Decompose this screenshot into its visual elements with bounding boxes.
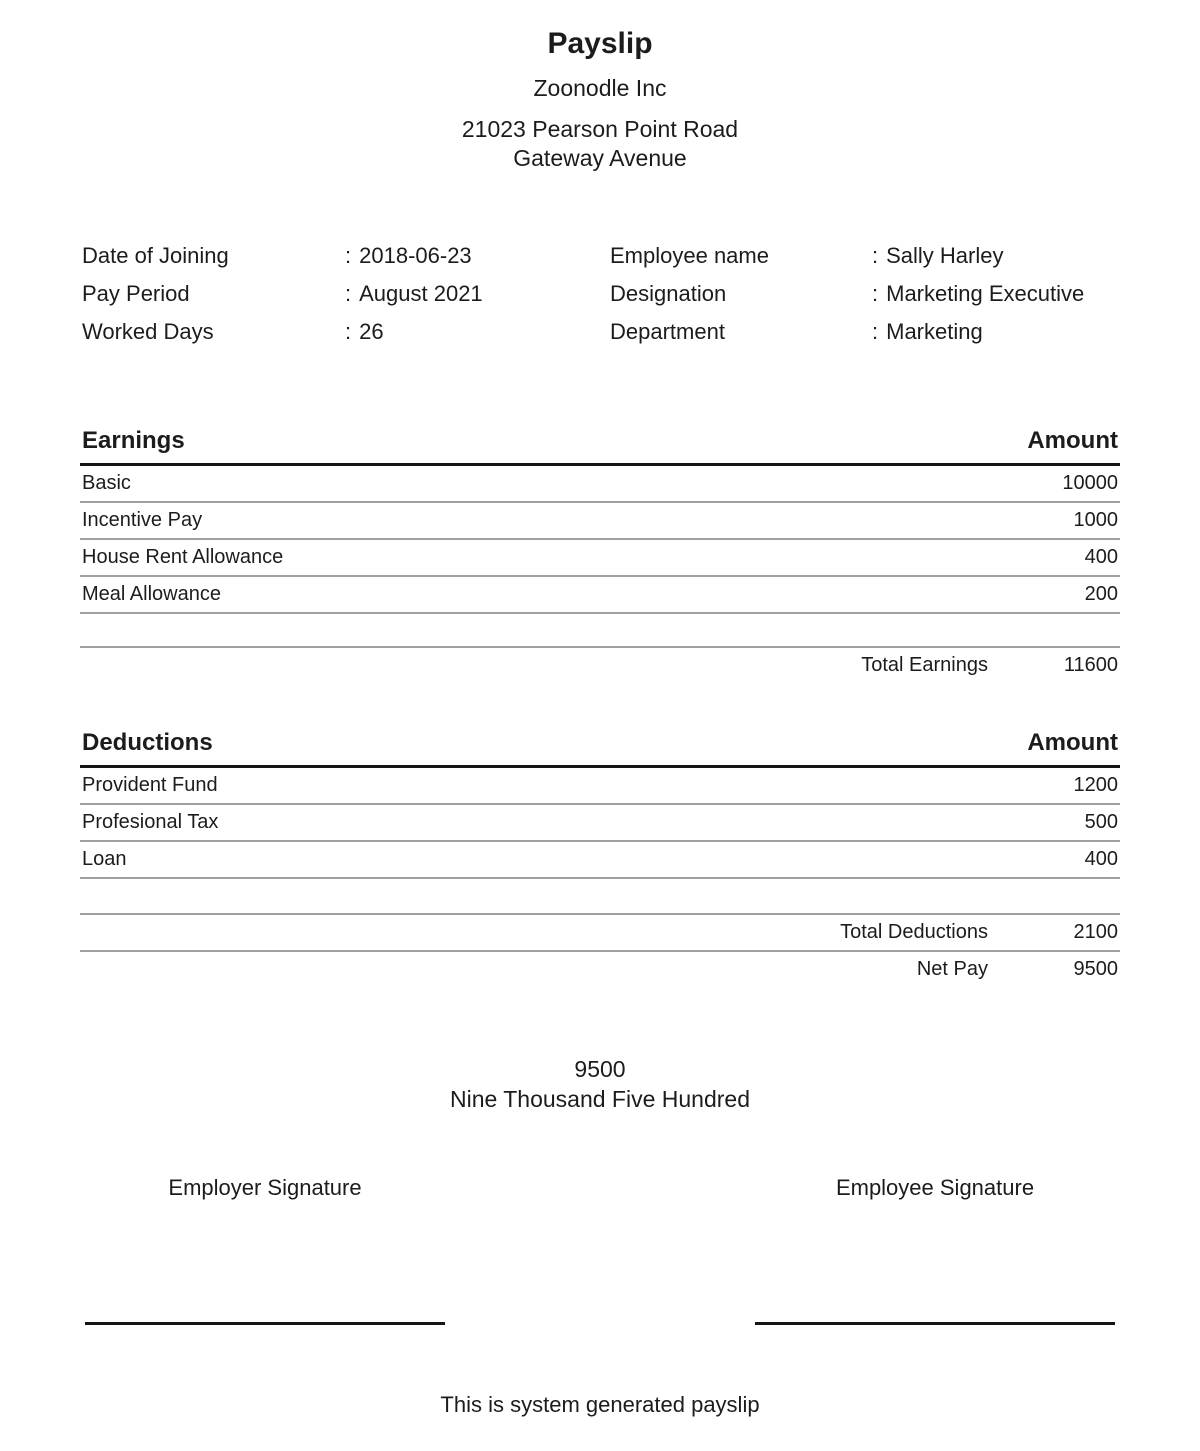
deduction-label: Profesional Tax <box>82 811 219 833</box>
document-header <box>0 28 1200 173</box>
net-pay-row <box>80 952 1120 987</box>
date-of-joining-label: Date of Joining <box>82 243 229 268</box>
earnings-table-header <box>80 424 1120 466</box>
net-pay-label: Net Pay <box>916 958 988 980</box>
employee-name-value: : Sally Harley <box>872 243 1004 268</box>
total-deductions-amount: 2100 <box>1073 921 1118 943</box>
net-pay-amount: 9500 <box>1073 958 1118 980</box>
designation-label: Designation <box>610 281 727 306</box>
deduction-amount: 1200 <box>1073 774 1118 796</box>
employer-signature-line <box>85 1322 445 1325</box>
worked-days-label: Worked Days <box>82 319 214 344</box>
deductions-table <box>80 726 1120 987</box>
earning-amount: 200 <box>1084 583 1118 605</box>
net-pay-numeric: 9500 <box>574 1056 626 1082</box>
designation-value: : Marketing Executive <box>872 281 1085 306</box>
total-earnings-amount: 11600 <box>1063 654 1118 676</box>
signature-labels-row <box>85 1174 1115 1202</box>
employee-signature-label: Employee Signature <box>835 1175 1035 1200</box>
deduction-label: Loan <box>82 848 127 870</box>
pay-period-value: : August 2021 <box>345 281 483 306</box>
worked-days-value: : 26 <box>345 319 384 344</box>
table-row <box>80 577 1120 614</box>
spacer-row <box>80 879 1120 915</box>
company-name: Zoonodle Inc <box>533 75 667 101</box>
colon: : <box>872 243 879 268</box>
page-title: Payslip <box>547 27 653 60</box>
colon: : <box>345 281 352 306</box>
employee-info-left-column <box>82 237 610 351</box>
earning-label: Meal Allowance <box>82 583 221 605</box>
table-row <box>80 540 1120 577</box>
department-label: Department <box>610 319 725 344</box>
signature-lines-row <box>85 1322 1115 1325</box>
footer-note: This is system generated payslip <box>440 1392 760 1417</box>
employer-signature-label: Employer Signature <box>168 1175 362 1200</box>
deductions-header-label: Deductions <box>82 729 213 756</box>
deduction-label: Provident Fund <box>82 774 218 796</box>
colon: : <box>872 319 879 344</box>
earnings-header-label: Earnings <box>82 427 185 454</box>
address-line-1: 21023 Pearson Point Road <box>461 116 739 142</box>
total-earnings-label: Total Earnings <box>861 654 988 676</box>
earning-label: Incentive Pay <box>82 509 203 531</box>
earning-label: House Rent Allowance <box>82 546 284 568</box>
employee-signature-line <box>755 1322 1115 1325</box>
date-of-joining-value: : 2018-06-23 <box>345 243 472 268</box>
earning-amount: 1000 <box>1073 509 1118 531</box>
total-deductions-row <box>80 915 1120 952</box>
table-row <box>80 466 1120 503</box>
total-earnings-row <box>80 648 1120 683</box>
earnings-amount-header-label: Amount <box>1027 427 1118 454</box>
spacer-row <box>80 614 1120 648</box>
colon: : <box>872 281 879 306</box>
table-row <box>80 842 1120 879</box>
employee-info-section <box>82 237 1122 351</box>
address-line-2: Gateway Avenue <box>513 145 687 171</box>
employee-info-right-column <box>610 237 1122 351</box>
net-pay-in-words: Nine Thousand Five Hundred <box>449 1086 751 1112</box>
employee-name-label: Employee name <box>610 243 769 268</box>
deduction-amount: 500 <box>1084 811 1118 833</box>
earning-amount: 10000 <box>1062 472 1118 494</box>
deductions-amount-header-label: Amount <box>1027 729 1118 756</box>
earning-amount: 400 <box>1084 546 1118 568</box>
deductions-table-header <box>80 726 1120 768</box>
pay-period-label: Pay Period <box>82 281 190 306</box>
colon: : <box>345 243 352 268</box>
table-row <box>80 768 1120 805</box>
colon: : <box>345 319 352 344</box>
table-row <box>80 503 1120 540</box>
table-row <box>80 805 1120 842</box>
total-deductions-label: Total Deductions <box>840 921 988 943</box>
department-value: : Marketing <box>872 319 983 344</box>
company-address <box>0 115 1200 173</box>
earnings-table <box>80 424 1120 683</box>
net-pay-summary <box>0 1055 1200 1113</box>
earning-label: Basic <box>82 472 131 494</box>
deduction-amount: 400 <box>1084 848 1118 870</box>
